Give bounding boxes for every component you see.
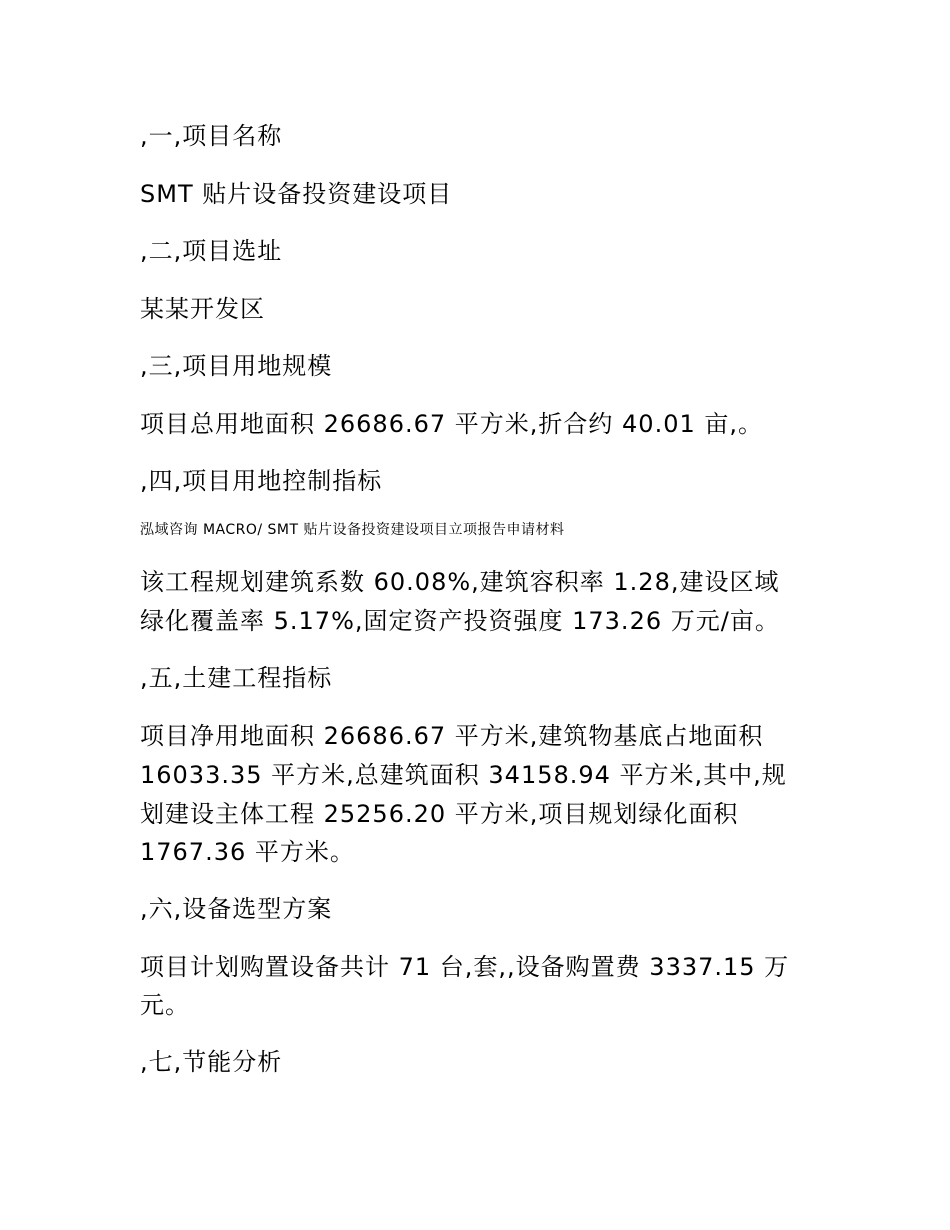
section-body-line: 项目计划购置设备共计 71 台,套,,设备购置费 3337.15 万 [140, 953, 790, 981]
running-header-note: 泓域咨询 MACRO/ SMT 贴片设备投资建设项目立项报告申请材料 [140, 522, 565, 538]
section-body-line: 某某开发区 [140, 295, 265, 323]
section-body-line: 该工程规划建筑系数 60.08%,建筑容积率 1.28,建设区域 [140, 568, 780, 596]
section-heading: ,三,项目用地规模 [140, 352, 333, 380]
section-body-line: 16033.35 平方米,总建筑面积 34158.94 平方米,其中,规 [140, 761, 787, 789]
section-body-line: 1767.36 平方米。 [140, 838, 355, 866]
section-body-line: 绿化覆盖率 5.17%,固定资产投资强度 173.26 万元/亩。 [140, 607, 780, 635]
section-heading: ,一,项目名称 [140, 122, 283, 150]
section-heading: ,五,土建工程指标 [140, 664, 333, 692]
section-heading: ,二,项目选址 [140, 237, 283, 265]
section-body-line: 项目净用地面积 26686.67 平方米,建筑物基底占地面积 [140, 722, 764, 750]
section-heading: ,七,节能分析 [140, 1048, 283, 1076]
section-heading: ,四,项目用地控制指标 [140, 467, 383, 495]
section-body-line: 元。 [140, 991, 190, 1019]
section-body-line: 划建设主体工程 25256.20 平方米,项目规划绿化面积 [140, 800, 739, 828]
section-heading: ,六,设备选型方案 [140, 895, 333, 923]
section-body-line: 项目总用地面积 26686.67 平方米,折合约 40.01 亩,。 [140, 410, 763, 438]
section-body-line: SMT 贴片设备投资建设项目 [140, 180, 453, 208]
